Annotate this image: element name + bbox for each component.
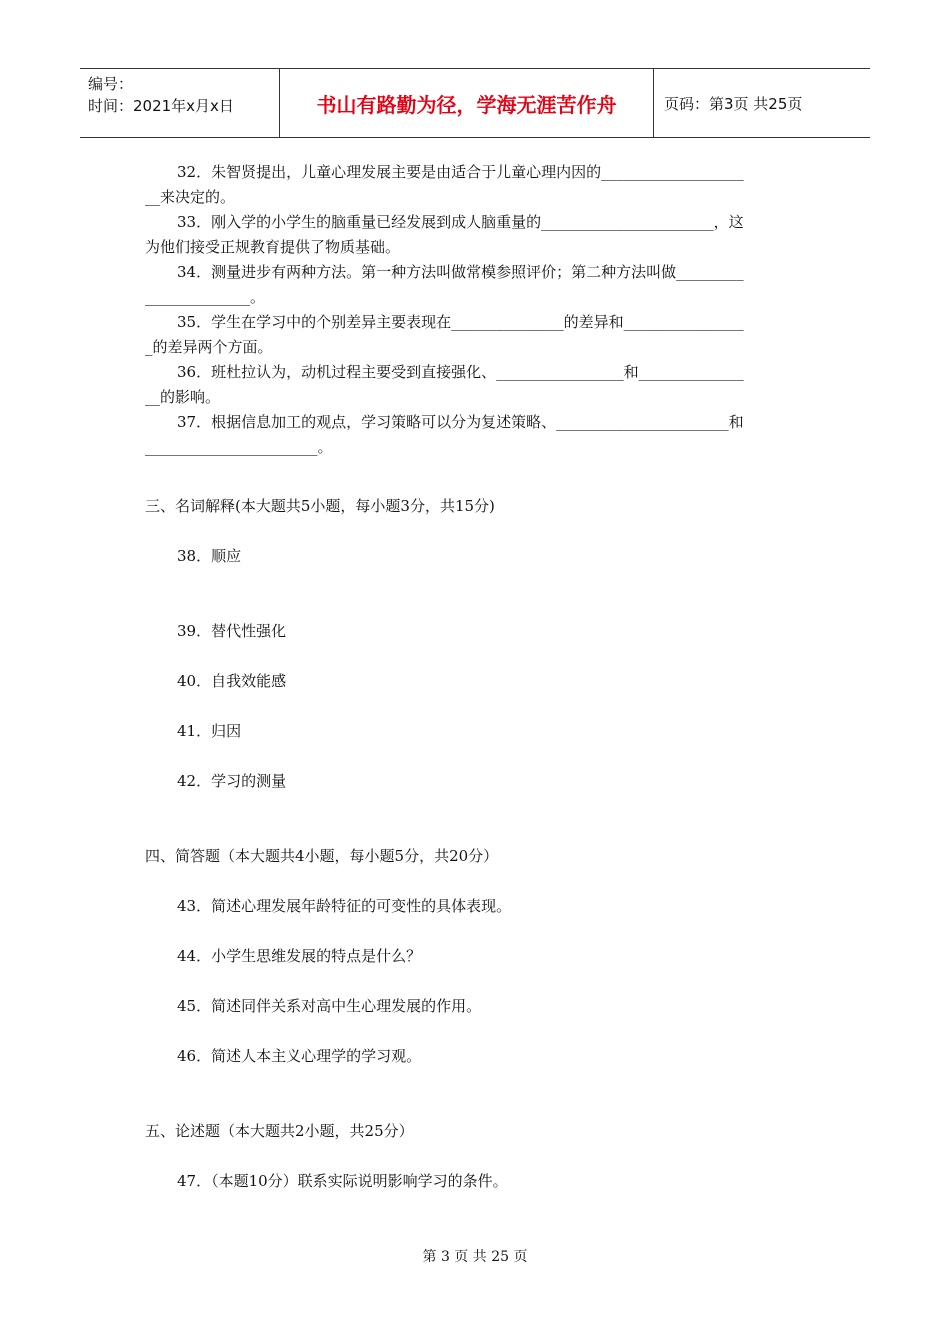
doc-number-label: 编号： [88, 75, 134, 93]
question-35 [145, 310, 810, 360]
question-item: 46．简述人本主义心理学的学习观。 [177, 1047, 422, 1065]
question-item: 44．小学生思维发展的特点是什么？ [177, 947, 422, 965]
question-item: 38．顺应 [177, 547, 242, 565]
question-36 [145, 360, 810, 410]
section-title: 四、简答题（本大题共4小题，每小题5分，共20分） [145, 847, 499, 865]
fill-blank-questions [145, 160, 810, 460]
question-item: 39．替代性强化 [177, 622, 287, 640]
question-32 [145, 160, 810, 210]
question-item: 47．（本题10分）联系实际说明影响学习的条件。 [177, 1172, 508, 1190]
question-item: 45．简述同伴关系对高中生心理发展的作用。 [177, 997, 482, 1015]
section-title: 三、名词解释(本大题共5小题，每小题3分，共15分) [145, 497, 495, 515]
question-33 [145, 210, 810, 260]
question-text: 33．刚入学的小学生的脑重量已经发展到成人脑重量的_______________________，这 [177, 213, 744, 231]
question-37 [145, 410, 810, 460]
section-title: 五、论述题（本大题共2小题，共25分） [145, 1122, 414, 1140]
question-text: 34．测量进步有两种方法。第一种方法叫做常模参照评价；第二种方法叫做_________ [177, 263, 744, 281]
question-text-cont: _的差异两个方面。 [145, 338, 273, 356]
document-body [145, 160, 810, 1194]
question-item: 40．自我效能感 [177, 672, 287, 690]
question-text-cont: __的影响。 [145, 388, 221, 406]
question-text-cont: ______________。 [145, 288, 266, 306]
question-item: 41．归因 [177, 722, 242, 740]
header-meta [80, 69, 280, 137]
question-item: 42．学习的测量 [177, 772, 287, 790]
question-text: 37．根据信息加工的观点，学习策略可以分为复述策略、_______________________和 [177, 413, 744, 431]
doc-time-label: 时间：2021年x月x日 [88, 97, 234, 115]
question-text-cont: __来决定的。 [145, 188, 236, 206]
header-motto: 书山有路勤为径，学海无涯苦作舟 [280, 69, 654, 137]
question-text-cont: 为他们接受正规教育提供了物质基础。 [145, 238, 401, 256]
header-page-info: 页码：第3页 共25页 [664, 94, 803, 113]
page-header [80, 68, 870, 138]
question-item: 43．简述心理发展年龄特征的可变性的具体表现。 [177, 897, 512, 915]
question-text: 36．班杜拉认为，动机过程主要受到直接强化、_________________和______________ [177, 363, 744, 381]
question-34 [145, 260, 810, 310]
question-text: 35．学生在学习中的个别差异主要表现在_______________的差异和________________ [177, 313, 744, 331]
page-footer: 第 3 页 共 25 页 [422, 1249, 528, 1265]
question-text-cont: _______________________。 [145, 438, 333, 456]
question-text: 32．朱智贤提出，儿童心理发展主要是由适合于儿童心理内因的___________________ [177, 163, 744, 181]
